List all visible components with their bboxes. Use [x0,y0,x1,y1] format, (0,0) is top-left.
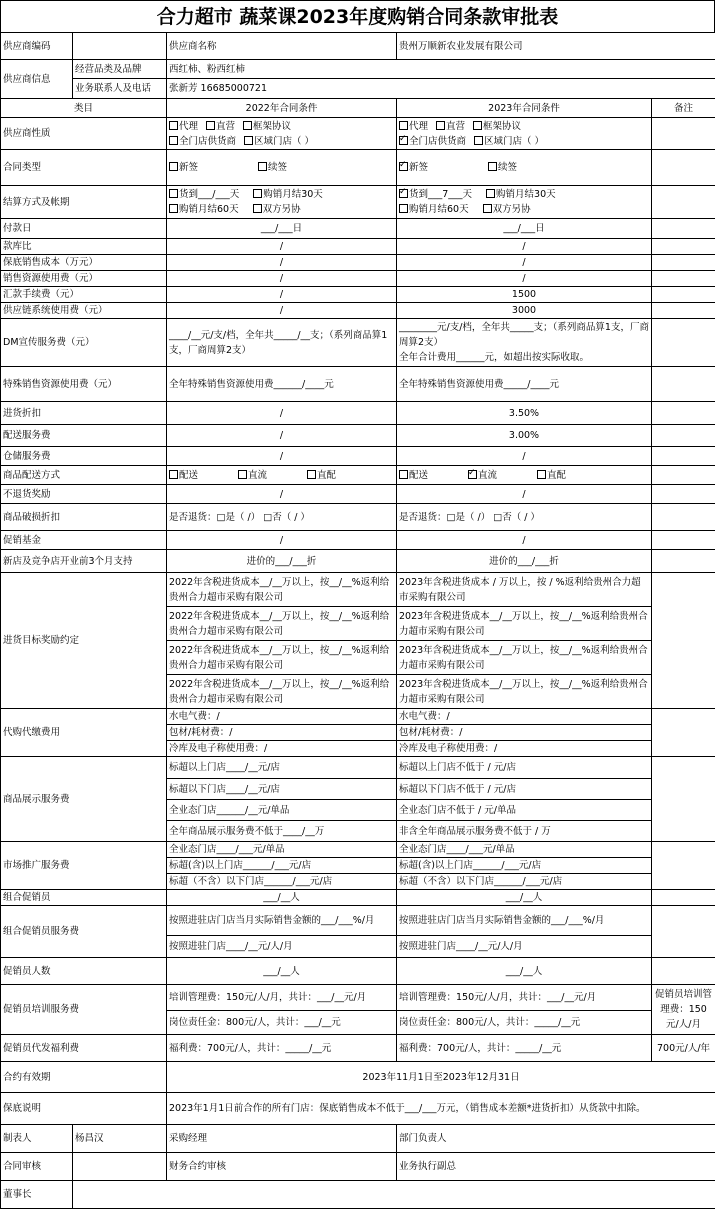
purchase-discount-2023: 3.50% [397,402,652,425]
checkbox-checked[interactable] [468,470,477,479]
no-return-2022: / [167,485,397,504]
header-category: 类目 [1,99,167,118]
remark-cell[interactable] [652,757,715,842]
guarantee-label: 保底说明 [1,1093,167,1125]
training-fee-label: 促销员培训服务费 [1,985,167,1035]
maker-value: 杨昌汉 [73,1125,167,1153]
delivery-method-label: 商品配送方式 [1,466,167,485]
remark-cell[interactable] [652,186,715,219]
chairman-signature-field[interactable] [73,1181,715,1209]
promo-fund-2023: / [397,531,652,550]
remark-cell[interactable] [652,255,715,271]
group-promoter-2022: ___/__人 [167,890,397,906]
proxy-fee-label: 代购代缴费用 [1,709,167,757]
checkbox[interactable] [169,470,178,479]
remark-cell[interactable] [652,303,715,319]
utility-fee-2023: 水电气费：/ [397,709,652,725]
display-fee-2022: 标超以下门店____/__元/店 [167,779,397,800]
delivery-method-2023: 配送✓ 直流 直配 [397,466,652,485]
supplier-nature-2023: 代理 直营 框架协议 ✓全门店供货商 区域门店（ ） [397,118,652,150]
group-service-2023: 按照进驻门店____/__元/人/月 [397,936,652,958]
marketing-fee-label: 市场推广服务费 [1,842,167,890]
target-reward-2023: 2023年含税进货成本 / 万以上，按 / %返利给贵州合力超市采购有限公司 [397,573,652,607]
guarantee-value: 2023年1月1日前合作的所有门店：保底销售成本不低于___/___万元，（销售成本差额*进货折扣）从货款中扣除。 [167,1093,715,1125]
supply-chain-fee-label: 供应链系统使用费（元） [1,303,167,319]
dept-head-label: 部门负责人 [397,1125,715,1153]
training-fee-2023: 培训管理费：150元/人/月，共计：___/__元/月 [397,985,652,1011]
target-reward-2023: 2023年含税进货成本__/__万以上，按__/__%返利给贵州合力超市采购有限公司 [397,675,652,709]
payment-day-2022: ___/___日 [167,219,397,239]
contract-type-2023: ✓ 新签 续签 [397,150,652,186]
material-fee-2023: 包材/耗材费：/ [397,725,652,741]
welfare-fee-label: 促销员代发福利费 [1,1035,167,1062]
settlement-2022: 货到___/___天 购销月结30天 购销月结60天 双方另协 [167,186,397,219]
new-store-2023: 进价的___/___折 [397,550,652,573]
welfare-fee-2022: 福利费：700元/人，共计：_____/__元 [167,1035,397,1062]
remark-cell[interactable] [652,531,715,550]
promoter-count-2022: ___/__人 [167,958,397,985]
checkbox[interactable] [486,189,495,198]
checkbox-checked[interactable] [399,189,408,198]
display-fee-2023: 非含全年商品展示服务费不低于 / 万 [397,821,652,842]
storage-fee-2023: / [397,447,652,466]
contract-review-field[interactable] [73,1153,167,1181]
marketing-fee-2023: 全业态门店____/___元/单品 [397,842,652,858]
target-reward-2022: 2022年含税进货成本__/__万以上，按__/__%返利给贵州合力超市采购有限公司 [167,641,397,675]
checkbox[interactable] [253,189,262,198]
category-brand-label: 经营品类及品牌 [73,60,167,79]
checkbox[interactable] [258,162,267,171]
checkbox[interactable] [243,121,252,130]
supplier-code-field[interactable] [73,33,167,60]
checkbox[interactable] [399,204,408,213]
special-fee-2022: 全年特殊销售资源使用费______/____元 [167,367,397,402]
target-reward-2022: 2022年含税进货成本__/__万以上，按__/__%返利给贵州合力超市采购有限公司 [167,607,397,641]
remark-cell[interactable] [652,319,715,367]
purchase-discount-label: 进货折扣 [1,402,167,425]
special-fee-label: 特殊销售资源使用费（元） [1,367,167,402]
checkbox[interactable] [483,204,492,213]
remit-fee-2022: / [167,287,397,303]
checkbox[interactable] [488,162,497,171]
checkbox[interactable] [474,136,483,145]
checkbox-checked[interactable] [399,136,408,145]
display-fee-2023: 全业态门店不低于 / 元/单品 [397,800,652,821]
delivery-fee-2022: / [167,425,397,447]
checkbox[interactable] [169,189,178,198]
display-fee-label: 商品展示服务费 [1,757,167,842]
marketing-fee-2022: 全业态门店____/___元/单品 [167,842,397,858]
group-service-label: 组合促销员服务费 [1,906,167,958]
training-fee-2022: 培训管理费：150元/人/月，共计：___/__元/月 [167,985,397,1011]
checkbox[interactable] [169,162,178,171]
delivery-fee-label: 配送服务费 [1,425,167,447]
remark-cell[interactable] [652,118,715,150]
sales-resource-2023: / [397,271,652,287]
dm-fee-2022: ____/__元/支/档，全年共_____/__支；（系列商品算1支，厂商周算2支） [167,319,397,367]
checkbox[interactable] [169,136,178,145]
delivery-fee-2023: 3.00% [397,425,652,447]
welfare-fee-2023: 福利费：700元/人，共计：_____/__元 [397,1035,652,1062]
validity-value: 2023年11月1日至2023年12月31日 [167,1062,715,1093]
supplier-name-value: 贵州万顺新农业发展有限公司 [397,33,715,60]
remark-cell[interactable] [652,447,715,466]
page-title: 合力超市 蔬菜课2023年度购销合同条款审批表 [0,0,715,32]
maker-label: 制表人 [1,1125,73,1153]
group-service-2023: 按照进驻店门店当月实际销售金额的___/___%/月 [397,906,652,936]
checkbox[interactable] [399,121,408,130]
remark-cell[interactable] [652,402,715,425]
training-fee-remark: 促销员培训管理费：150元/人/月 [652,985,715,1035]
promoter-count-2023: ___/__人 [397,958,652,985]
remit-fee-label: 汇款手续费（元） [1,287,167,303]
display-fee-2022: 全年商品展示服务费不低于____/__万 [167,821,397,842]
supply-chain-fee-2023: 3000 [397,303,652,319]
settlement-label: 结算方式及帐期 [1,186,167,219]
marketing-fee-2023: 标超(含)以上门店______/___元/店 [397,858,652,874]
settlement-2023: ✓货到___7___天 购销月结30天 购销月结60天 双方另协 [397,186,652,219]
remark-cell[interactable] [652,271,715,287]
category-brand-value: 西红柿、粉西红柿 [167,60,715,79]
remark-cell[interactable] [652,239,715,255]
checkbox[interactable] [537,470,546,479]
stock-ratio-2023: / [397,239,652,255]
remark-cell[interactable] [652,709,715,757]
promoter-count-label: 促销员人数 [1,958,167,985]
utility-fee-2022: 水电气费：/ [167,709,397,725]
dm-fee-label: DM宣传服务费（元） [1,319,167,367]
remark-cell[interactable] [652,842,715,890]
remark-cell[interactable] [652,890,715,906]
target-reward-2023: 2023年含税进货成本__/__万以上，按__/__%返利给贵州合力超市采购有限公司 [397,607,652,641]
new-store-2022: 进价的___/___折 [167,550,397,573]
remark-cell[interactable] [652,504,715,531]
special-fee-2023: 全年特殊销售资源使用费_____/____元 [397,367,652,402]
purchasing-manager-label: 采购经理 [167,1125,397,1153]
checkbox[interactable] [206,121,215,130]
storage-fee-2022: / [167,447,397,466]
target-reward-label: 进货目标奖励约定 [1,573,167,709]
min-cost-2023: / [397,255,652,271]
display-fee-2023: 标超以下门店不低于 / 元/店 [397,779,652,800]
min-cost-label: 保底销售成本（万元） [1,255,167,271]
supplier-nature-label: 供应商性质 [1,118,167,150]
deposit-2023: 岗位责任金：800元/人，共计：_____/__元 [397,1011,652,1035]
supplier-name-label: 供应商名称 [167,33,397,60]
damage-discount-2023: 是否退货：□是（ /） □否（ / ） [397,504,652,531]
deposit-2022: 岗位责任金：800元/人，共计：___/__元 [167,1011,397,1035]
contract-review-label: 合同审核 [1,1153,73,1181]
payment-day-label: 付款日 [1,219,167,239]
contact-value: 张新芳 16685000721 [167,79,715,99]
remark-cell[interactable] [652,150,715,186]
contract-type-label: 合同类型 [1,150,167,186]
remark-cell[interactable] [652,485,715,504]
remark-cell[interactable] [652,958,715,985]
group-service-2022: 按照进驻门店____/__元/人/月 [167,936,397,958]
chairman-label: 董事长 [1,1181,73,1209]
remark-cell[interactable] [652,466,715,485]
remark-cell[interactable] [652,573,715,709]
stock-ratio-label: 款库比 [1,239,167,255]
header-2023: 2023年合同条件 [397,99,652,118]
delivery-method-2022: 配送 直流 直配 [167,466,397,485]
target-reward-2023: 2023年含税进货成本__/__万以上，按__/__%返利给贵州合力超市采购有限公司 [397,641,652,675]
remark-cell[interactable] [652,367,715,402]
cold-storage-fee-2023: 冷库及电子称使用费：/ [397,741,652,757]
promo-fund-2022: / [167,531,397,550]
remark-cell[interactable] [652,219,715,239]
supplier-nature-2022: 代理 直营 框架协议 全门店供货商 区域门店（ ） [167,118,397,150]
display-fee-2022: 全业态门店______/__元/单品 [167,800,397,821]
group-promoter-2023: ___/__人 [397,890,652,906]
no-return-label: 不退货奖励 [1,485,167,504]
header-2022: 2022年合同条件 [167,99,397,118]
contract-type-2022: 新签 续签 [167,150,397,186]
damage-discount-label: 商品破损折扣 [1,504,167,531]
display-fee-2023: 标超以上门店不低于 / 元/店 [397,757,652,779]
remark-cell[interactable] [652,906,715,958]
finance-review-label: 财务合约审核 [167,1153,397,1181]
remit-fee-2023: 1500 [397,287,652,303]
checkbox[interactable] [244,136,253,145]
no-return-2023: / [397,485,652,504]
sales-resource-2022: / [167,271,397,287]
checkbox[interactable] [399,470,408,479]
marketing-fee-2022: 标超（不含）以下门店______/___元/店 [167,874,397,890]
checkbox[interactable] [169,204,178,213]
contact-label: 业务联系人及电话 [73,79,167,99]
checkbox[interactable] [169,121,178,130]
header-remark: 备注 [652,99,715,118]
payment-day-2023: ___/___日 [397,219,652,239]
checkbox-checked[interactable] [399,162,408,171]
checkbox[interactable] [436,121,445,130]
remark-cell[interactable] [652,550,715,573]
purchase-discount-2022: / [167,402,397,425]
welfare-fee-remark: 700元/人/年 [652,1035,715,1062]
checkbox[interactable] [253,204,262,213]
supplier-code-label: 供应商编码 [1,33,73,60]
marketing-fee-2023: 标超（不含）以下门店______/___元/店 [397,874,652,890]
cold-storage-fee-2022: 冷库及电子称使用费：/ [167,741,397,757]
storage-fee-label: 仓储服务费 [1,447,167,466]
remark-cell[interactable] [652,287,715,303]
stock-ratio-2022: / [167,239,397,255]
validity-label: 合约有效期 [1,1062,167,1093]
target-reward-2022: 2022年含税进货成本__/__万以上，按__/__%返利给贵州合力超市采购有限公司 [167,675,397,709]
vp-label: 业务执行副总 [397,1153,715,1181]
min-cost-2022: / [167,255,397,271]
group-service-2022: 按照进驻店门店当月实际销售金额的___/___%/月 [167,906,397,936]
marketing-fee-2022: 标超(含)以上门店______/___元/店 [167,858,397,874]
display-fee-2022: 标超以上门店____/__元/店 [167,757,397,779]
supplier-info-label: 供应商信息 [1,60,73,99]
checkbox[interactable] [238,470,247,479]
checkbox[interactable] [473,121,482,130]
promo-fund-label: 促销基金 [1,531,167,550]
damage-discount-2022: 是否退货：□是（ /） □否（ / ） [167,504,397,531]
approval-table [0,32,715,1209]
sales-resource-label: 销售资源使用费（元） [1,271,167,287]
supply-chain-fee-2022: / [167,303,397,319]
group-promoter-label: 组合促销员 [1,890,167,906]
checkbox[interactable] [307,470,316,479]
remark-cell[interactable] [652,425,715,447]
new-store-label: 新店及竞争店开业前3个月支持 [1,550,167,573]
material-fee-2022: 包材/耗材费：/ [167,725,397,741]
dm-fee-2023: ________元/支/档，全年共_____支；（系列商品算1支，厂商周算2支） 全年合计费用______元，如超出按实际收取。 [397,319,652,367]
target-reward-2022: 2022年含税进货成本__/__万以上，按__/__%返利给贵州合力超市采购有限公司 [167,573,397,607]
